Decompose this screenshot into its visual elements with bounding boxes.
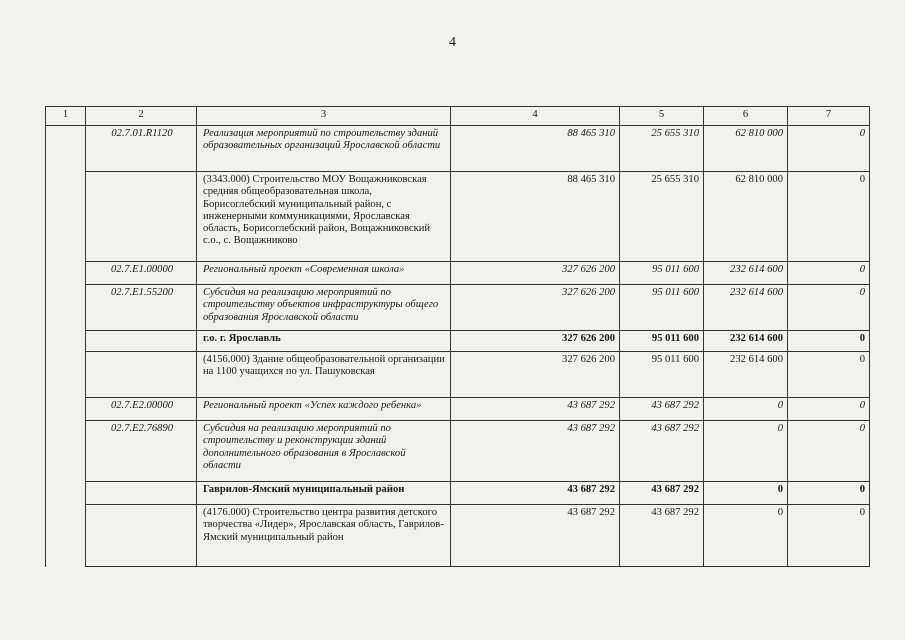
- name-cell: г.о. г. Ярославль: [197, 331, 451, 352]
- row-index-cell: [46, 172, 86, 262]
- code-cell: [86, 482, 197, 505]
- row-index-cell: [46, 398, 86, 421]
- amount-col6-cell: 0: [704, 398, 788, 421]
- amount-col6-cell: 0: [704, 482, 788, 505]
- column-header-5: 5: [620, 107, 704, 126]
- amount-total-cell: 88 465 310: [451, 126, 620, 172]
- name-cell: Гаврилов-Ямский муниципальный район: [197, 482, 451, 505]
- column-header-4: 4: [451, 107, 620, 126]
- amount-col6-cell: 232 614 600: [704, 262, 788, 285]
- name-cell: Реализация мероприятий по строительству зданий образовательных организаций Ярославской области: [197, 126, 451, 172]
- code-cell: [86, 331, 197, 352]
- row-index-cell: [46, 352, 86, 398]
- column-header-3: 3: [197, 107, 451, 126]
- amount-total-cell: 327 626 200: [451, 285, 620, 331]
- amount-total-cell: 327 626 200: [451, 331, 620, 352]
- row-index-cell: [46, 126, 86, 172]
- amount-col5-cell: 95 011 600: [620, 285, 704, 331]
- amount-col7-cell: 0: [788, 398, 870, 421]
- table-row: [46, 172, 870, 262]
- row-index-cell: [46, 482, 86, 505]
- name-cell: (4176.000) Строительство центра развития детского творчества «Лидер», Ярославская область, Гаврилов-Ямский муниципальный район: [197, 505, 451, 567]
- amount-total-cell: 43 687 292: [451, 421, 620, 482]
- amount-col6-cell: 232 614 600: [704, 285, 788, 331]
- amount-col5-cell: 25 655 310: [620, 126, 704, 172]
- amount-col5-cell: 43 687 292: [620, 505, 704, 567]
- row-index-cell: [46, 331, 86, 352]
- amount-total-cell: 43 687 292: [451, 482, 620, 505]
- code-cell: 02.7.E1.00000: [86, 262, 197, 285]
- table-row: [46, 482, 870, 505]
- amount-col6-cell: 0: [704, 421, 788, 482]
- table-row: [46, 421, 870, 482]
- amount-total-cell: 327 626 200: [451, 352, 620, 398]
- amount-col6-cell: 232 614 600: [704, 331, 788, 352]
- column-header-2: 2: [86, 107, 197, 126]
- amount-col6-cell: 62 810 000: [704, 126, 788, 172]
- column-header-6: 6: [704, 107, 788, 126]
- code-cell: 02.7.01.R1120: [86, 126, 197, 172]
- table-body: [46, 126, 870, 567]
- code-cell: 02.7.E2.76890: [86, 421, 197, 482]
- budget-table: [45, 106, 870, 567]
- name-cell: Субсидия на реализацию мероприятий по строительству объектов инфраструктуры общего образования Ярославской области: [197, 285, 451, 331]
- table-row: [46, 505, 870, 567]
- amount-col6-cell: 232 614 600: [704, 352, 788, 398]
- amount-col7-cell: 0: [788, 352, 870, 398]
- amount-total-cell: 43 687 292: [451, 398, 620, 421]
- amount-col7-cell: 0: [788, 126, 870, 172]
- amount-col7-cell: 0: [788, 172, 870, 262]
- name-cell: Региональный проект «Успех каждого ребенка»: [197, 398, 451, 421]
- row-index-cell: [46, 505, 86, 567]
- amount-col5-cell: 43 687 292: [620, 398, 704, 421]
- page-number: 4: [449, 35, 456, 50]
- code-cell: 02.7.E2.00000: [86, 398, 197, 421]
- amount-col7-cell: 0: [788, 331, 870, 352]
- amount-col7-cell: 0: [788, 421, 870, 482]
- amount-col7-cell: 0: [788, 505, 870, 567]
- table-row: [46, 352, 870, 398]
- row-index-cell: [46, 421, 86, 482]
- amount-col5-cell: 25 655 310: [620, 172, 704, 262]
- amount-col6-cell: 62 810 000: [704, 172, 788, 262]
- amount-col5-cell: 95 011 600: [620, 331, 704, 352]
- name-cell: (4156.000) Здание общеобразовательной организации на 1100 учащихся по ул. Пашуковская: [197, 352, 451, 398]
- amount-total-cell: 327 626 200: [451, 262, 620, 285]
- table-row: [46, 331, 870, 352]
- header-row: [46, 107, 870, 126]
- name-cell: Региональный проект «Современная школа»: [197, 262, 451, 285]
- code-cell: [86, 505, 197, 567]
- amount-total-cell: 43 687 292: [451, 505, 620, 567]
- table-row: [46, 126, 870, 172]
- row-index-cell: [46, 262, 86, 285]
- code-cell: 02.7.E1.55200: [86, 285, 197, 331]
- code-cell: [86, 352, 197, 398]
- column-header-1: 1: [46, 107, 86, 126]
- name-cell: Субсидия на реализацию мероприятий по строительству и реконструкции зданий дополнительного образования в Ярославской области: [197, 421, 451, 482]
- amount-col7-cell: 0: [788, 482, 870, 505]
- amount-col5-cell: 95 011 600: [620, 262, 704, 285]
- name-cell: (3343.000) Строительство МОУ Вощажниковская средняя общеобразовательная школа, Борисоглебский муниципальный район, с инженерными коммуникациями, Ярославская область, Борисоглебский район, Вощажниковский с.о., с. Вощажниково: [197, 172, 451, 262]
- amount-col5-cell: 43 687 292: [620, 421, 704, 482]
- amount-col5-cell: 43 687 292: [620, 482, 704, 505]
- table-row: [46, 262, 870, 285]
- amount-col7-cell: 0: [788, 285, 870, 331]
- code-cell: [86, 172, 197, 262]
- column-header-7: 7: [788, 107, 870, 126]
- table-row: [46, 285, 870, 331]
- table-row: [46, 398, 870, 421]
- amount-col7-cell: 0: [788, 262, 870, 285]
- amount-col6-cell: 0: [704, 505, 788, 567]
- amount-total-cell: 88 465 310: [451, 172, 620, 262]
- amount-col5-cell: 95 011 600: [620, 352, 704, 398]
- row-index-cell: [46, 285, 86, 331]
